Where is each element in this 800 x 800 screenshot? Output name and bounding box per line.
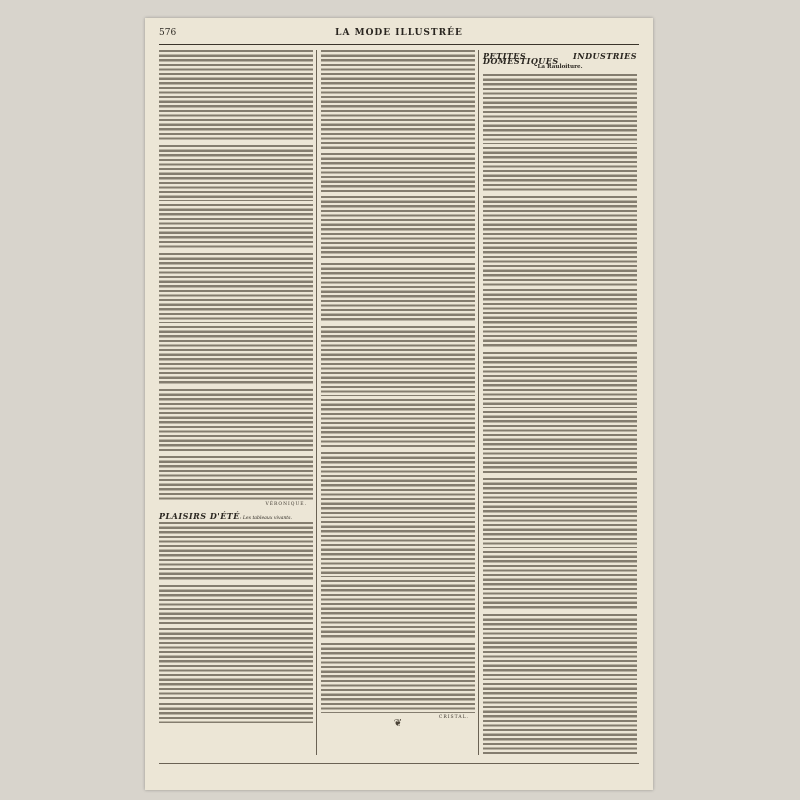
signature: CRISTAL. [438, 715, 469, 720]
text-column-2 [321, 50, 475, 727]
text-block [483, 683, 637, 755]
journal-page [145, 18, 653, 790]
text-block [159, 389, 313, 453]
article-title-text: PLAISIRS D'ÉTÉ [159, 510, 240, 521]
text-block [159, 253, 313, 323]
text-block [321, 399, 475, 449]
text-block [483, 196, 637, 286]
text-block [483, 289, 637, 349]
text-block [321, 196, 475, 260]
column-rule [316, 50, 317, 755]
text-block [483, 614, 637, 680]
text-block [321, 326, 475, 396]
article-title: PETITES INDUSTRIES DOMESTIQUES [483, 51, 637, 66]
text-block [321, 643, 475, 713]
text-block [321, 452, 475, 518]
footer-rule [159, 763, 639, 764]
article-subtitle: : Les tableaux vivants. [239, 515, 292, 521]
text-block [159, 204, 313, 250]
header-rule [159, 44, 639, 45]
text-block [159, 145, 313, 201]
text-column-3 [483, 50, 637, 758]
text-block [321, 50, 475, 150]
text-block [483, 74, 637, 144]
text-block [159, 522, 313, 582]
text-block [483, 551, 637, 611]
text-block [159, 703, 313, 723]
running-header [159, 28, 639, 42]
article-subtitle: La Rauloiture. [537, 64, 583, 71]
text-block [321, 153, 475, 193]
text-block [159, 628, 313, 700]
text-column-1 [159, 50, 313, 726]
text-block [159, 326, 313, 386]
journal-title: LA MODE ILLUSTRÉE [335, 28, 463, 38]
text-block [483, 411, 637, 475]
signature: VÉRONIQUE. [265, 502, 307, 507]
text-block [321, 580, 475, 640]
text-block [483, 352, 637, 408]
text-block [483, 147, 637, 193]
text-block [483, 478, 637, 548]
text-block [321, 263, 475, 323]
column-rule [478, 50, 479, 755]
decorative-ornament-icon: ❦ [393, 718, 403, 729]
text-block [159, 50, 313, 142]
text-block [159, 585, 313, 625]
text-block [159, 456, 313, 500]
article-title [159, 510, 313, 522]
page-number: 576 [159, 28, 177, 38]
text-block [321, 521, 475, 577]
